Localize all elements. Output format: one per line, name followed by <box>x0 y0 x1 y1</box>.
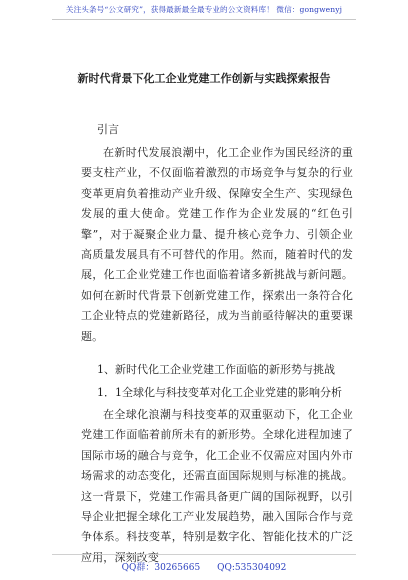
header-divider <box>52 19 356 20</box>
intro-paragraph: 在新时代发展浪潮中，化工企业作为国民经济的重要支柱产业，不仅面临着激烈的市场竞争与复杂的行业变革更肩负着推动产业升级、保障安全生产、实现绿色发展的重大使命。党建工作作为企业发展的“红色引擎”，对于凝聚企业力量、提升核心竞争力、引领企业高质量发展具有不可替代的作用。然而，随着时代的发展，化工企业党建工作也面临着诸多新挑战与新问题。如何在新时代背景下创新党建工作，探索出一条符合化工企业特点的党建新路径，成为当前亟待解决的重要课题。 <box>81 146 353 343</box>
subsection-1-1-heading: 1．1全球化与科技变革对化工企业党建的影响分析 <box>97 386 342 399</box>
footer-qq-group: QQ群：30265665 <box>121 563 201 573</box>
footer-contact <box>0 560 408 573</box>
footer-divider <box>52 554 356 555</box>
intro-heading: 引言 <box>97 123 119 136</box>
subsection-paragraph-block <box>81 405 353 568</box>
section-1-heading: 1、新时代化工企业党建工作面临的新形势与挑战 <box>97 363 335 376</box>
intro-paragraph-block <box>81 143 353 347</box>
footer-qq: QQ:535304092 <box>217 563 287 573</box>
document-title: 新时代背景下化工企业党建工作创新与实践探索报告 <box>77 72 331 85</box>
header-note: 关注头条号“公文研究”，获得最新最全最专业的公文资料库！ 微信：gongwenyj <box>65 5 343 14</box>
subsection-paragraph: 在全球化浪潮与科技变革的双重驱动下，化工企业党建工作面临着前所未有的新形势。全球化进程加速了国际市场的融合与竞争，化工企业不仅需应对国内外市场需求的动态变化，还需直面国际规则与标准的挑战。这一背景下，党建工作需具备更广阔的国际视野，以引导企业把握全球化工产业发展趋势，融入国际合作与竞争体系。科技变革，特别是数字化、智能化技术的广泛应用，深刻改变 <box>81 408 353 564</box>
